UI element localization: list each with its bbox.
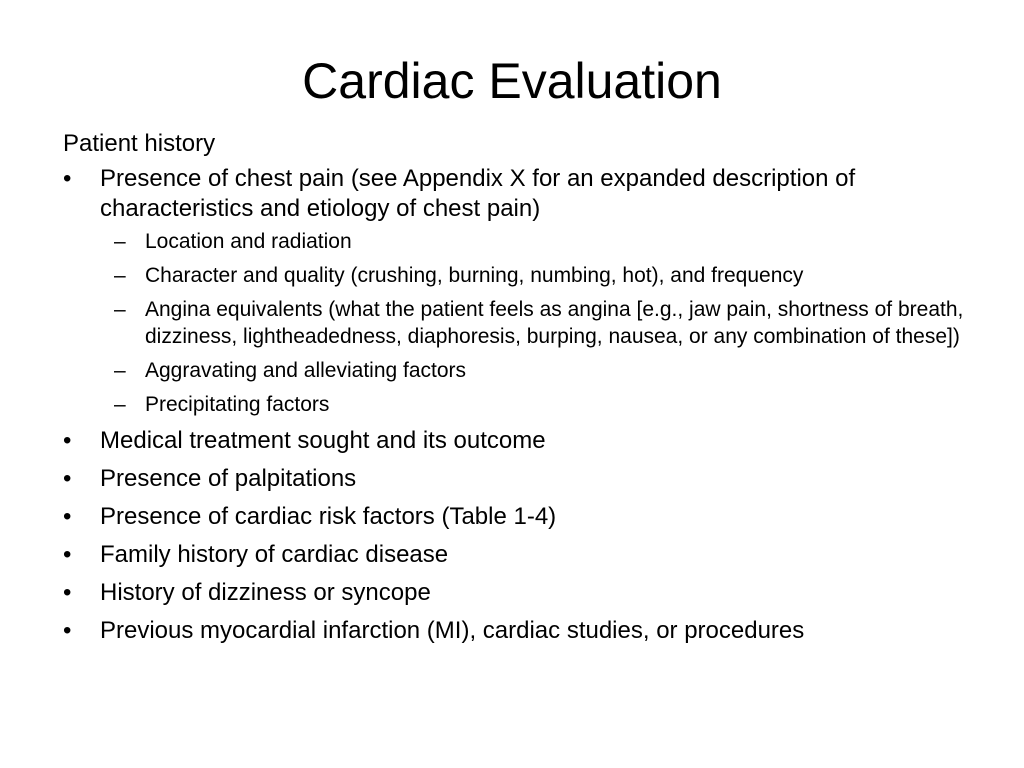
bullet-item	[63, 164, 993, 418]
bullet-text: Presence of cardiac risk factors (Table 1-4)	[100, 503, 557, 530]
bullet-text: Presence of chest pain (see Appendix X for an expanded description of characteristics and etiology of chest pain)	[100, 165, 856, 222]
sub-bullet-text: Precipitating factors	[145, 393, 330, 416]
bullet-item	[63, 578, 993, 608]
bullet-item	[63, 540, 993, 570]
sub-bullet-item	[100, 228, 993, 255]
bullet-marker: •	[63, 617, 72, 644]
bullet-item	[63, 616, 993, 646]
sub-bullet-text: Angina equivalents (what the patient feels as angina [e.g., jaw pain, shortness of breath, dizziness, lightheadedness, diaphoresis, burping, nausea, or any combination of these])	[145, 298, 964, 348]
bullet-text: Medical treatment sought and its outcome	[100, 427, 546, 454]
slide-title: Cardiac Evaluation	[302, 53, 722, 109]
bullet-text: Family history of cardiac disease	[100, 541, 449, 568]
sub-bullet-item	[100, 262, 993, 289]
sub-bullet-text: Aggravating and alleviating factors	[145, 359, 467, 382]
slide-content	[63, 128, 993, 654]
bullet-marker: •	[63, 465, 72, 492]
sub-bullet-list	[100, 228, 993, 418]
bullet-item	[63, 426, 993, 456]
sub-bullet-marker: –	[114, 359, 126, 382]
sub-bullet-marker: –	[114, 298, 126, 321]
sub-bullet-text: Location and radiation	[145, 230, 352, 253]
sub-bullet-item	[100, 296, 993, 350]
sub-bullet-item	[100, 391, 993, 418]
sub-bullet-marker: –	[114, 393, 126, 416]
bullet-text: History of dizziness or syncope	[100, 579, 431, 606]
sub-bullet-marker: –	[114, 264, 126, 287]
bullet-list	[63, 164, 993, 646]
bullet-marker: •	[63, 427, 72, 454]
bullet-item	[63, 464, 993, 494]
bullet-marker: •	[63, 165, 72, 192]
bullet-marker: •	[63, 579, 72, 606]
sub-bullet-item	[100, 357, 993, 384]
sub-bullet-text: Character and quality (crushing, burning, numbing, hot), and frequency	[145, 264, 804, 287]
bullet-marker: •	[63, 503, 72, 530]
bullet-text: Presence of palpitations	[100, 465, 357, 492]
bullet-text: Previous myocardial infarction (MI), cardiac studies, or procedures	[100, 617, 805, 644]
intro-heading: Patient history	[63, 130, 216, 157]
bullet-item	[63, 502, 993, 532]
bullet-marker: •	[63, 541, 72, 568]
sub-bullet-marker: –	[114, 230, 126, 253]
